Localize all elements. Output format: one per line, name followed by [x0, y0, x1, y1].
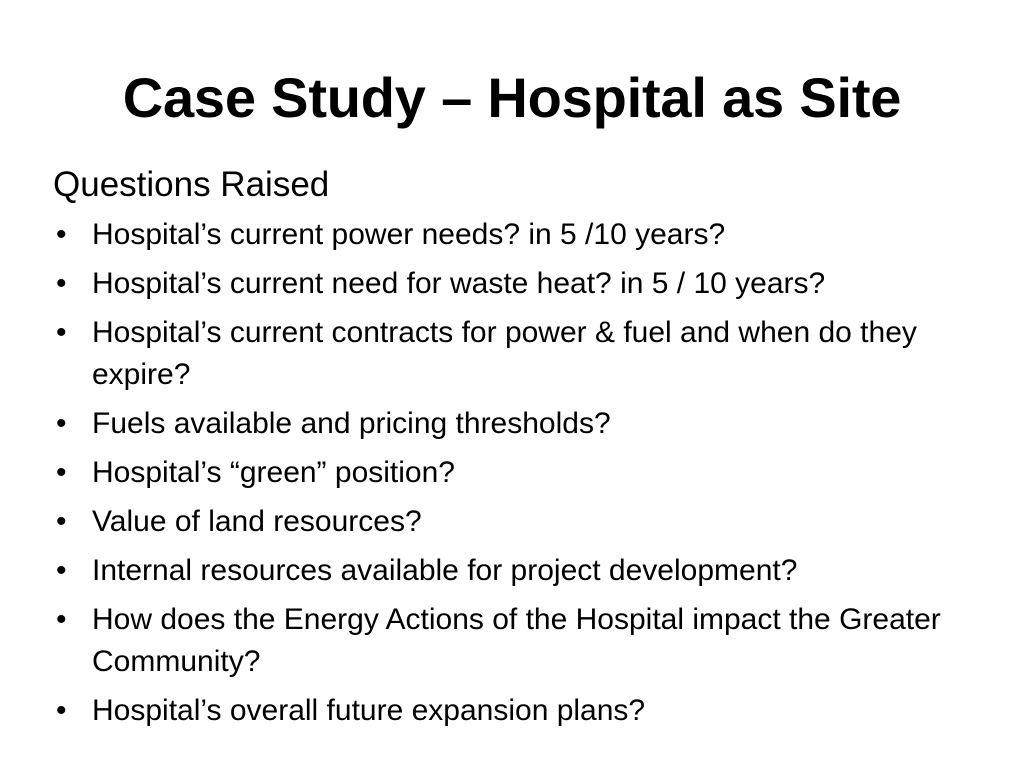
bullet-icon: •: [56, 603, 67, 636]
bullet-icon: •: [56, 267, 67, 300]
bullet-text: Internal resources available for project development?: [92, 554, 798, 587]
bullet-text: Hospital’s current power needs? in 5 /10 years?: [92, 218, 726, 251]
bullet-item: [53, 263, 983, 305]
bullet-item: [53, 690, 983, 732]
bullet-text: Hospital’s current need for waste heat? in 5 / 10 years?: [92, 267, 826, 300]
bullet-text: Hospital’s “green” position?: [92, 456, 455, 489]
bullet-list: [53, 214, 983, 732]
bullet-icon: •: [56, 456, 67, 489]
bullet-text: Value of land resources?: [92, 505, 422, 538]
bullet-text: How does the Energy Actions of the Hospital impact the Greater Community?: [92, 603, 941, 678]
slide-title: Case Study – Hospital as Site: [122, 66, 902, 129]
bullet-text: Fuels available and pricing thresholds?: [92, 407, 611, 440]
bullet-icon: •: [56, 218, 67, 251]
slide-content: [53, 162, 983, 739]
bullet-icon: •: [56, 407, 67, 440]
bullet-icon: •: [56, 554, 67, 587]
bullet-item: [53, 599, 983, 683]
bullet-icon: •: [56, 505, 67, 538]
bullet-item: [53, 312, 983, 396]
bullet-text: Hospital’s current contracts for power & fuel and when do they expire?: [92, 316, 917, 391]
bullet-item: [53, 214, 983, 256]
bullet-item: [53, 501, 983, 543]
bullet-icon: •: [56, 694, 67, 727]
bullet-item: [53, 452, 983, 494]
bullet-item: [53, 403, 983, 445]
bullet-icon: •: [56, 316, 67, 349]
section-subheading: Questions Raised: [53, 165, 330, 204]
bullet-item: [53, 550, 983, 592]
bullet-text: Hospital’s overall future expansion plans?: [92, 694, 646, 727]
